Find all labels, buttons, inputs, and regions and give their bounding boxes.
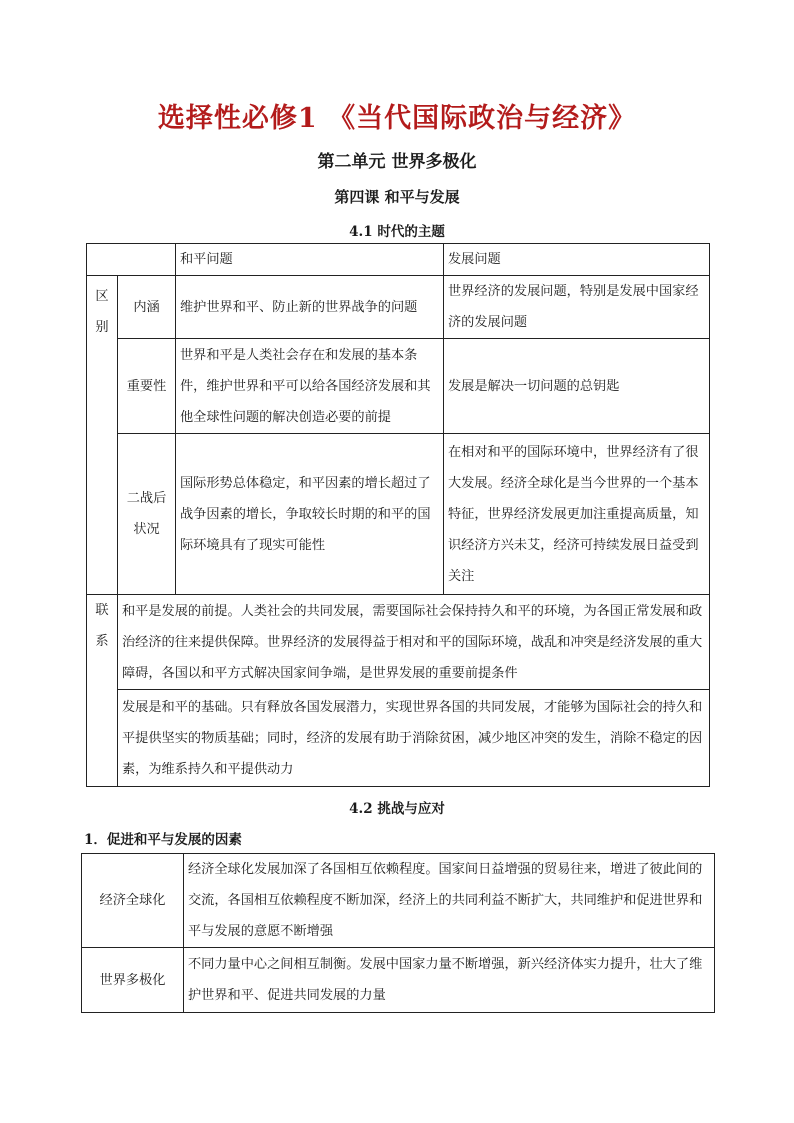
cell-peace-importance: 世界和平是人类社会存在和发展的基本条件，维护世界和平可以给各国经济发展和其他全球性问题的解决创造必要的前提 (176, 339, 444, 434)
row-label-postwar: 二战后状况 (118, 434, 176, 595)
table-row (87, 339, 710, 434)
difference-label: 区 别 (87, 276, 118, 595)
unit-heading: 第二单元 世界多极化 (317, 152, 477, 172)
row-label-multipolarity: 世界多极化 (82, 948, 184, 1013)
cell-peace-connotation: 维护世界和平、防止新的世界战争的问题 (176, 276, 444, 339)
cell-peace-postwar: 国际形势总体稳定，和平因素的增长超过了战争因素的增长，争取较长时期的和平的国际环境具有了现实可能性 (176, 434, 444, 595)
subsection-heading: 1．促进和平与发展的因素 (84, 832, 242, 848)
factors-table (81, 853, 715, 1013)
cell-dev-importance: 发展是解决一切问题的总钥匙 (444, 339, 710, 434)
connection-text-1: 和平是发展的前提。人类社会的共同发展，需要国际社会保持持久和平的环境，为各国正常发展和政治经济的往来提供保障。世界经济的发展得益于相对和平的国际环境，战乱和冲突是经济发展的重大障碍，各国以和平方式解决国家间争端，是世界发展的重要前提条件 (118, 595, 710, 690)
table-header-row (87, 244, 710, 276)
cell-dev-connotation: 世界经济的发展问题，特别是发展中国家经济的发展问题 (444, 276, 710, 339)
document-title: 选择性必修1 《当代国际政治与经济》 (157, 103, 637, 134)
connection-text-2: 发展是和平的基础。只有释放各国发展潜力，实现世界各国的共同发展，才能够为国际社会的持久和平提供坚实的物质基础；同时，经济的发展有助于消除贫困，减少地区冲突的发生，消除不稳定的因素，为维系持久和平提供动力 (118, 690, 710, 787)
lesson-heading: 第四课 和平与发展 (334, 188, 460, 206)
cell-globalization: 经济全球化发展加深了各国相互依赖程度。国家间日益增强的贸易往来，增进了彼此间的交流，各国相互依赖程度不断加深，经济上的共同利益不断扩大，共同维护和促进世界和平与发展的意愿不断增强 (184, 854, 715, 948)
table-row (82, 854, 715, 948)
column-header-peace: 和平问题 (176, 244, 444, 276)
row-label-globalization: 经济全球化 (82, 854, 184, 948)
table-row (87, 276, 710, 339)
column-header-development: 发展问题 (444, 244, 710, 276)
section-heading-4-2: 4.2 挑战与应对 (349, 801, 445, 817)
cell-multipolarity: 不同力量中心之间相互制衡。发展中国家力量不断增强，新兴经济体实力提升，壮大了维护世界和平、促进共同发展的力量 (184, 948, 715, 1013)
connection-label: 联 系 (87, 595, 118, 787)
table-row (87, 434, 710, 595)
table-row (87, 595, 710, 690)
era-theme-table (86, 243, 710, 787)
cell-dev-postwar: 在相对和平的国际环境中，世界经济有了很大发展。经济全球化是当今世界的一个基本特征，世界经济发展更加注重提高质量，知识经济方兴未艾，经济可持续发展日益受到关注 (444, 434, 710, 595)
table-row (82, 948, 715, 1013)
table-corner-cell (87, 244, 176, 276)
row-label-connotation: 内涵 (118, 276, 176, 339)
section-heading-4-1: 4.1 时代的主题 (349, 224, 445, 240)
table-row (87, 690, 710, 787)
row-label-importance: 重要性 (118, 339, 176, 434)
